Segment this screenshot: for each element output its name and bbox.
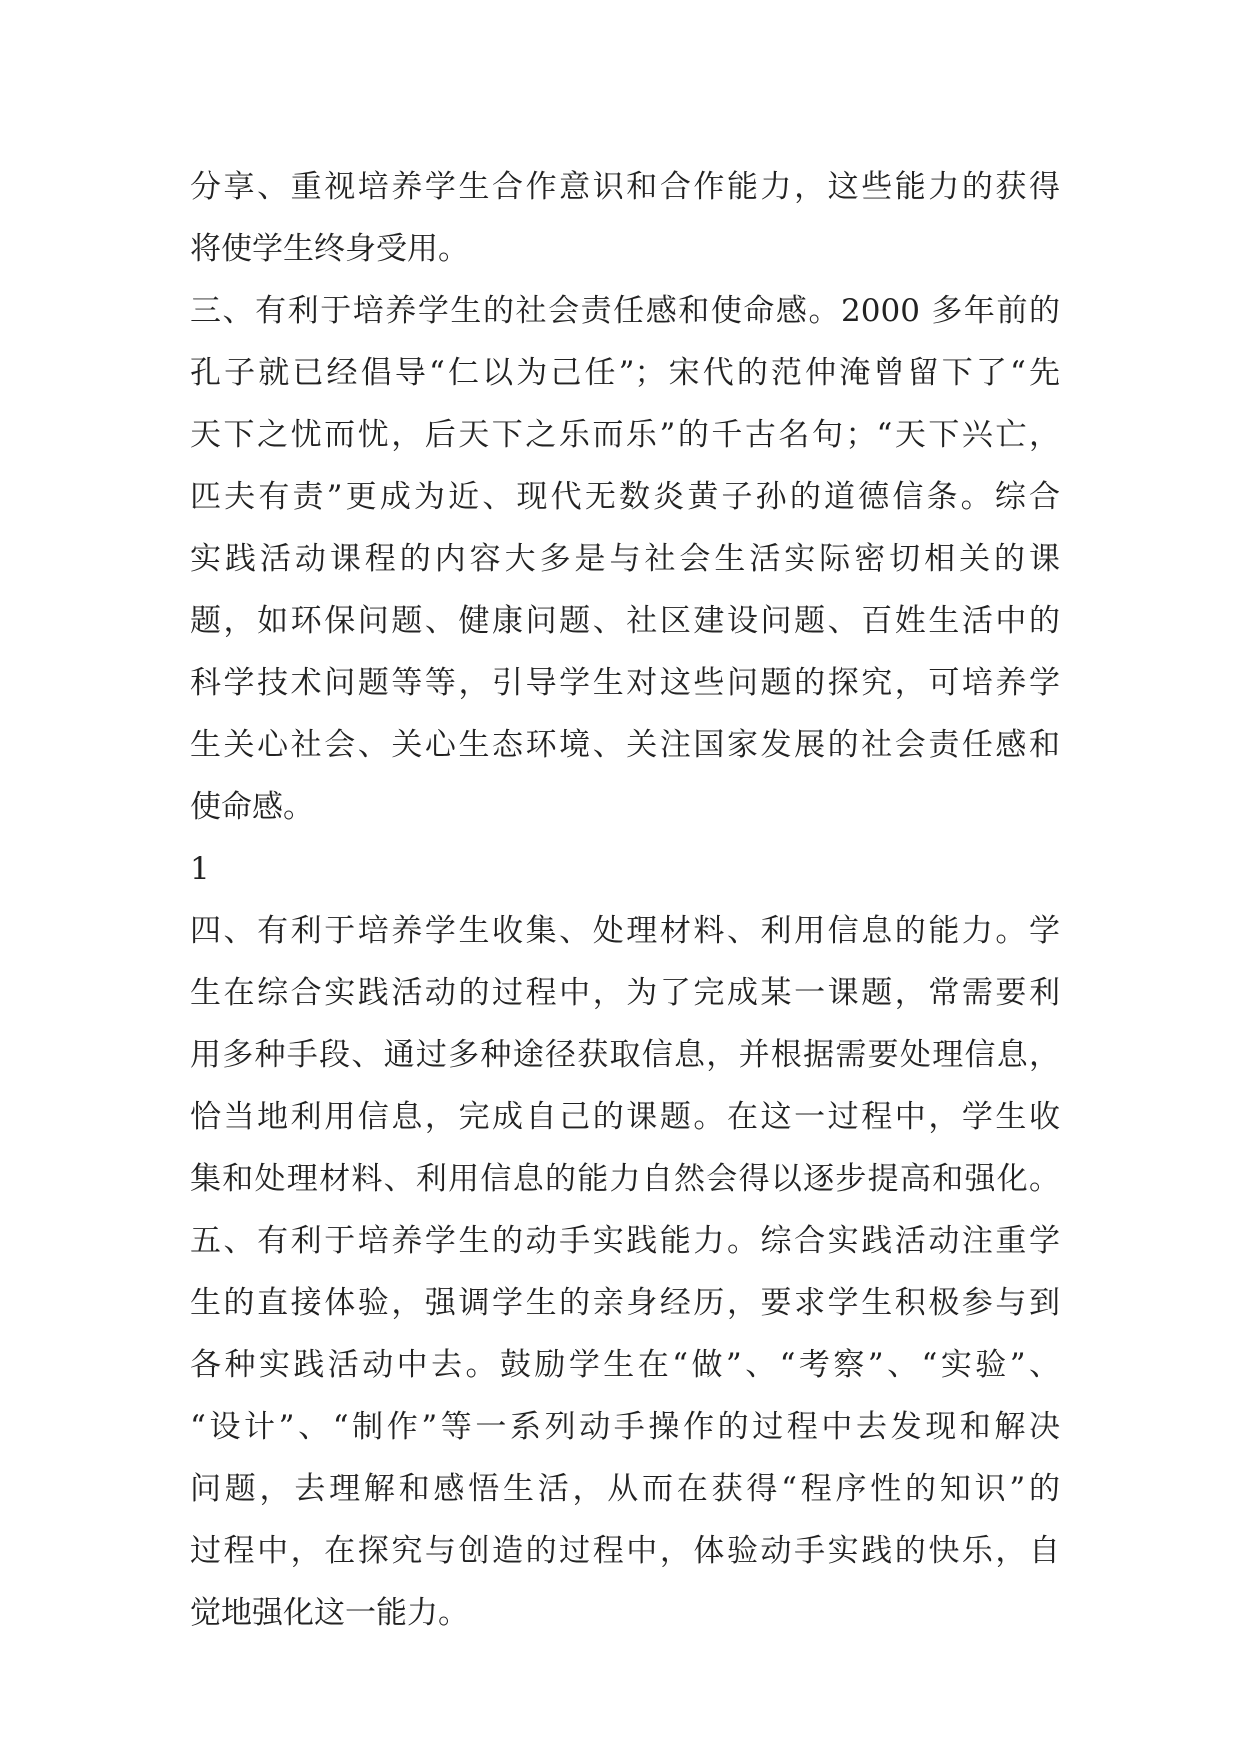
text-line: 匹夫有责”更成为近、现代无数炎黄子孙的道德信条。综合 xyxy=(190,479,1060,515)
text-line: 科学技术问题等等，引导学生对这些问题的探究，可培养学 xyxy=(190,665,1060,701)
text-line: 生关心社会、关心生态环境、关注国家发展的社会责任感和 xyxy=(190,727,1060,763)
text-line: 将使学生终身受用。 xyxy=(190,231,469,267)
text-line: 五、有利于培养学生的动手实践能力。综合实践活动注重学 xyxy=(190,1223,1060,1259)
text-line: 集和处理材料、利用信息的能力自然会得以逐步提高和强化。 xyxy=(190,1161,1060,1197)
text-line: 四、有利于培养学生收集、处理材料、利用信息的能力。学 xyxy=(190,913,1060,949)
text-line: 分享、重视培养学生合作意识和合作能力，这些能力的获得 xyxy=(190,169,1060,205)
page-number: 1 xyxy=(190,851,210,887)
text-line: 觉地强化这一能力。 xyxy=(190,1595,469,1631)
text-line: 恰当地利用信息，完成自己的课题。在这一过程中，学生收 xyxy=(190,1099,1060,1135)
text-line: 天下之忧而忧，后天下之乐而乐”的千古名句；“天下兴亡， xyxy=(190,417,1060,453)
text-line: 用多种手段、通过多种途径获取信息，并根据需要处理信息， xyxy=(190,1037,1060,1073)
text-line: 题，如环保问题、健康问题、社区建设问题、百姓生活中的 xyxy=(190,603,1060,639)
text-line: 使命感。 xyxy=(190,789,314,825)
text-line: 生的直接体验，强调学生的亲身经历，要求学生积极参与到 xyxy=(190,1285,1060,1321)
text-line: 问题，去理解和感悟生活，从而在获得“程序性的知识”的 xyxy=(190,1471,1060,1507)
text-line: 生在综合实践活动的过程中，为了完成某一课题，常需要利 xyxy=(190,975,1060,1011)
text-line: 各种实践活动中去。鼓励学生在“做”、“考察”、“实验”、 xyxy=(190,1347,1060,1383)
text-line: 实践活动课程的内容大多是与社会生活实际密切相关的课 xyxy=(190,541,1060,577)
body-text xyxy=(190,156,1060,1644)
text-line: 孔子就已经倡导“仁以为己任”；宋代的范仲淹曾留下了“先 xyxy=(190,355,1060,391)
text-line: “设计”、“制作”等一系列动手操作的过程中去发现和解决 xyxy=(190,1409,1060,1445)
text-line: 过程中，在探究与创造的过程中，体验动手实践的快乐，自 xyxy=(190,1533,1060,1569)
text-line: 三、有利于培养学生的社会责任感和使命感。2000 多年前的 xyxy=(190,293,1060,329)
